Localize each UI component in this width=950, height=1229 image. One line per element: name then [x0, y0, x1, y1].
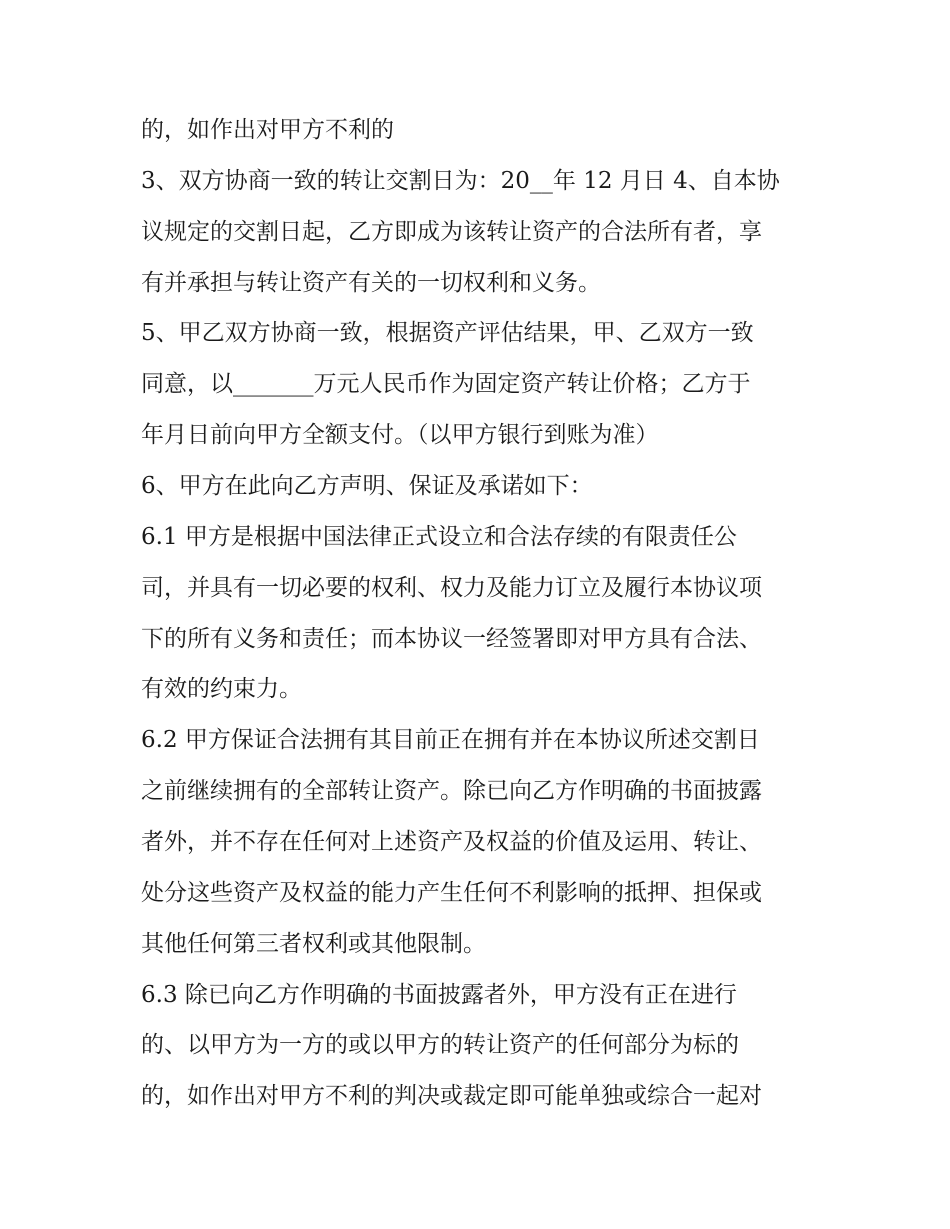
text-line: 6.2 甲方保证合法拥有其目前正在拥有并在本协议所述交割日 [141, 727, 760, 753]
text-line: 6、甲方在此向乙方声明、保证及承诺如下： [141, 473, 593, 499]
text-line: 司，并具有一切必要的权利、权力及能力订立及履行本协议项 [141, 575, 762, 601]
text-line: 其他任何第三者权利或其他限制。 [141, 931, 486, 957]
text-line: 年月日前向甲方全额支付。（以甲方银行到账为准） [141, 422, 659, 448]
text-line: 有效的约束力。 [141, 676, 302, 702]
text-line: 之前继续拥有的全部转让资产。除已向乙方作明确的书面披露 [141, 778, 762, 804]
text-line: 议规定的交割日起，乙方即成为该转让资产的合法所有者，享 [141, 219, 762, 245]
text-line: 5、甲乙双方协商一致，根据资产评估结果，甲、乙双方一致 [141, 320, 754, 346]
text-line: 下的所有义务和责任；而本协议一经签署即对甲方具有合法、 [141, 626, 762, 652]
text-line: 6.3 除已向乙方作明确的书面披露者外，甲方没有正在进行 [141, 982, 737, 1008]
text-line: 6.1 甲方是根据中国法律正式设立和合法存续的有限责任公 [141, 524, 737, 550]
text-line: 3、双方协商一致的转让交割日为：20__年 12 月日 4、自本协 [141, 168, 780, 194]
text-line: 的，如作出对甲方不利的 [141, 117, 394, 143]
text-line: 同意，以_______万元人民币作为固定资产转让价格；乙方于 [141, 371, 751, 397]
text-line: 有并承担与转让资产有关的一切权利和义务。 [141, 270, 601, 296]
text-line: 的、以甲方为一方的或以甲方的转让资产的任何部分为标的 [141, 1032, 739, 1058]
text-line: 者外，并不存在任何对上述资产及权益的价值及运用、转让、 [141, 829, 762, 855]
text-line: 处分这些资产及权益的能力产生任何不利影响的抵押、担保或 [141, 880, 762, 906]
text-line: 的，如作出对甲方不利的判决或裁定即可能单独或综合一起对 [141, 1083, 762, 1109]
